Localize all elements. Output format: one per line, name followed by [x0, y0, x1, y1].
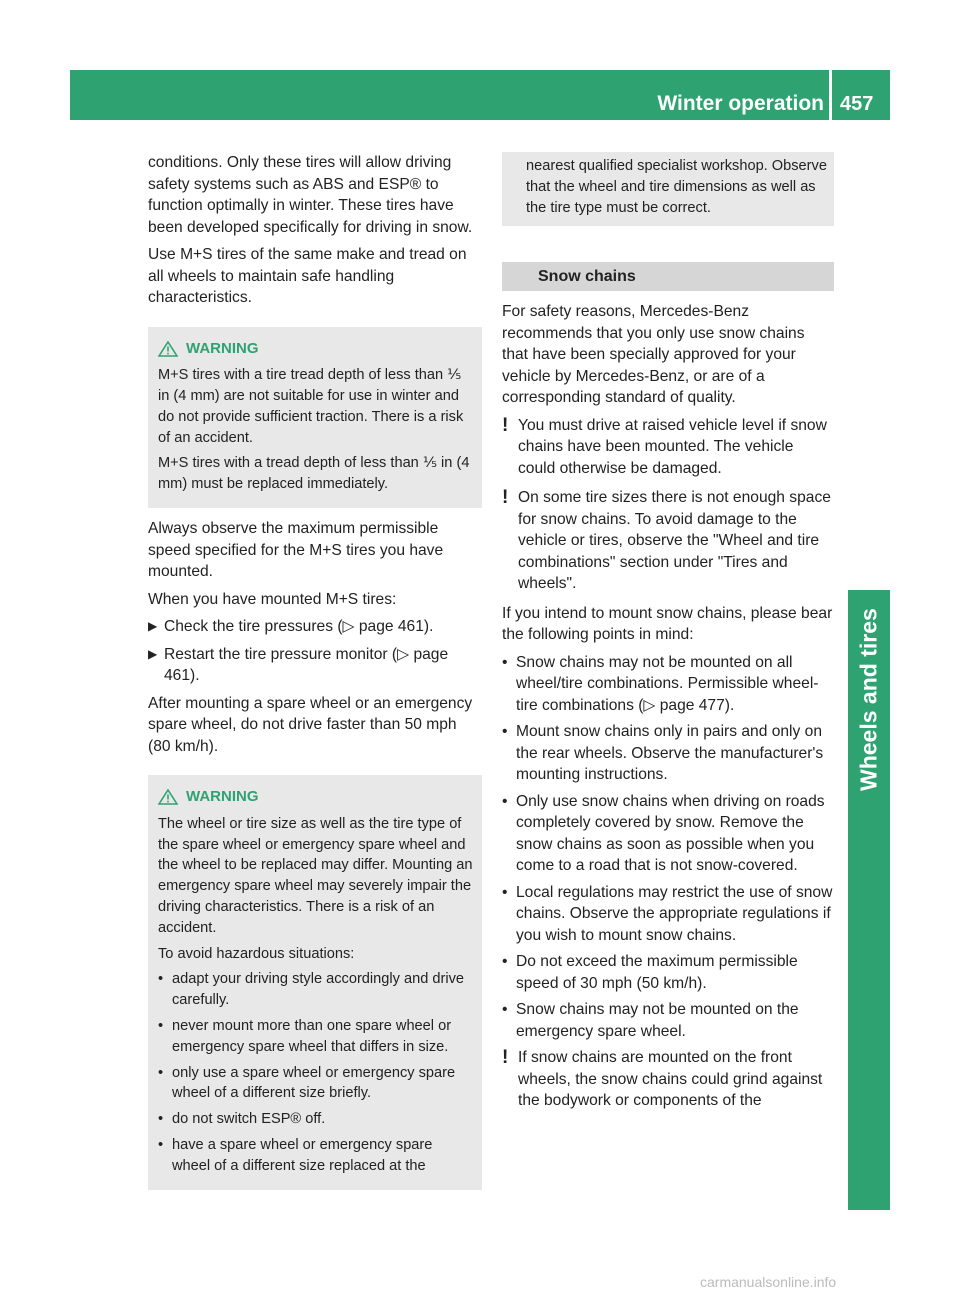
bullet-text: Snow chains may not be mounted on the emergency spare wheel. — [516, 1001, 799, 1040]
paragraph: conditions. Only these tires will allow driving safety systems such as ABS and ESP® to function optimally in winter. These tires have been developed specifically for driving in snow. — [148, 154, 473, 236]
paragraph: If you intend to mount snow chains, please bear the following points in mind: — [502, 604, 833, 644]
note-text: On some tire sizes there is not enough space for snow chains. To avoid damage to the vehicle or tires, observe the "Wheel and tire combinations" section under "Tires and wheels". — [518, 489, 831, 593]
watermark: carmanualsonline.info — [700, 1274, 837, 1290]
right-column — [502, 152, 834, 1120]
bullet-item: • Do not exceed the maximum permissible speed of 30 mph (50 km/h). — [502, 951, 834, 994]
warning-text: The wheel or tire size as well as the tire type of the spare wheel or emergency spare wheel and the wheel to be replaced may differ. Mounting an emergency spare wheel may severely impair the driving characteristics. There is a risk of an accident. — [158, 815, 473, 936]
paragraph: Always observe the maximum permissible speed specified for the M+S tires you have mounted. — [148, 520, 444, 581]
warning-title: WARNING — [186, 788, 259, 806]
warning-header — [158, 339, 474, 360]
warning-box — [148, 775, 482, 1190]
bullet-text: Do not exceed the maximum permissible speed of 30 mph (50 km/h). — [516, 953, 798, 992]
paragraph: For safety reasons, Mercedes-Benz recommends that you only use snow chains that have been specially approved for your vehicle by Mercedes-Benz, or are of a corresponding standard of quality. — [502, 303, 805, 407]
note-text: You must drive at raised vehicle level if snow chains have been mounted. The vehicle could otherwise be damaged. — [518, 416, 827, 477]
left-column — [148, 152, 482, 1200]
bullet-text: only use a spare wheel or emergency spare wheel of a different size briefly. — [172, 1064, 456, 1102]
warning-text: M+S tires with a tread depth of less than ⅕ in (4 mm) must be replaced immediately. — [158, 455, 470, 493]
arrow-right-icon: ▶ — [148, 619, 158, 634]
exclamation-icon: ! — [502, 414, 509, 436]
bullet-item: • Snow chains may not be mounted on all wheel/tire combinations. Permissible wheel-tire combinations (▷ page 477). — [502, 652, 834, 717]
section-title: Winter operation — [657, 92, 824, 115]
bullet-text: adapt your driving style accordingly and drive carefully. — [172, 971, 465, 1009]
warning-triangle-icon — [158, 789, 178, 805]
side-tab-label: Wheels and tires — [855, 608, 882, 792]
warning-text: M+S tires with a tire tread depth of less than ⅕ in (4 mm) are not suitable for use in winter and do not provide sufficient traction. There is a risk of an accident. — [158, 367, 464, 446]
step-text: Restart the tire pressure monitor (▷ page 461). — [164, 645, 449, 685]
paragraph: Use M+S tires of the same make and tread on all wheels to maintain safe handling characteristics. — [148, 246, 467, 306]
arrow-right-icon: ▶ — [148, 646, 158, 661]
bullet-text: Local regulations may restrict the use of snow chains. Observe the appropriate regulations if you wish to mount snow chains. — [516, 883, 833, 944]
bullet-item: • do not switch ESP® off. — [158, 1109, 474, 1130]
exclamation-icon: ! — [502, 487, 509, 509]
bullet-item: • never mount more than one spare wheel or emergency spare wheel that differs in size. — [158, 1016, 474, 1058]
header-bar — [70, 70, 890, 120]
bullet-text: Mount snow chains only in pairs and only on the rear wheels. Observe the manufacturer's mounting instructions. — [516, 723, 824, 784]
header-divider — [829, 70, 832, 120]
warning-triangle-icon — [158, 341, 178, 357]
bullet-item: • Only use snow chains when driving on roads completely covered by snow. Remove the snow chains as soon as possible when you come to a road that is not snow-covered. — [502, 791, 834, 877]
bullet-item: • have a spare wheel or emergency spare wheel of a different size replaced at the — [158, 1135, 474, 1177]
paragraph: When you have mounted M+S tires: — [148, 590, 397, 608]
section-heading: Snow chains — [502, 262, 834, 292]
bullet-item: • Snow chains may not be mounted on the emergency spare wheel. — [502, 999, 834, 1042]
note-item — [502, 415, 834, 480]
exclamation-icon: ! — [502, 1047, 509, 1069]
step-item — [148, 644, 482, 687]
note-item — [502, 487, 834, 595]
bullet-text: Snow chains may not be mounted on all wheel/tire combinations. Permissible wheel-tire combinations (▷ page 477). — [516, 653, 819, 714]
bullet-item: • Mount snow chains only in pairs and only on the rear wheels. Observe the manufacturer's mounting instructions. — [502, 721, 834, 786]
page-number: 457 — [840, 93, 874, 115]
warning-text: To avoid hazardous situations: — [158, 945, 355, 962]
step-text: Check the tire pressures (▷ page 461). — [164, 618, 434, 636]
bullet-text: do not switch ESP® off. — [172, 1111, 326, 1128]
warning-title: WARNING — [186, 339, 259, 357]
warning-header — [158, 787, 474, 808]
bullet-item: • only use a spare wheel or emergency spare wheel of a different size briefly. — [158, 1063, 474, 1105]
paragraph: After mounting a spare wheel or an emergency spare wheel, do not drive faster than 50 mph (80 km/h). — [148, 694, 473, 755]
bullet-text: have a spare wheel or emergency spare wheel of a different size replaced at the — [172, 1137, 433, 1174]
warning-box-continued: nearest qualified specialist workshop. Observe that the wheel and tire dimensions as well as the tire type must be correct. — [502, 152, 834, 226]
step-item — [148, 616, 482, 638]
warning-box — [148, 327, 482, 509]
note-text: If snow chains are mounted on the front wheels, the snow chains could grind against the bodywork or components of the — [518, 1049, 823, 1110]
bullet-item: • adapt your driving style accordingly and drive carefully. — [158, 969, 474, 1011]
note-item — [502, 1047, 834, 1112]
bullet-item: • Local regulations may restrict the use of snow chains. Observe the appropriate regulations if you wish to mount snow chains. — [502, 882, 834, 947]
bullet-text: Only use snow chains when driving on roads completely covered by snow. Remove the snow chains as soon as possible when you come to a road that is not snow-covered. — [516, 792, 825, 875]
bullet-text: never mount more than one spare wheel or emergency spare wheel that differs in size. — [172, 1018, 452, 1055]
